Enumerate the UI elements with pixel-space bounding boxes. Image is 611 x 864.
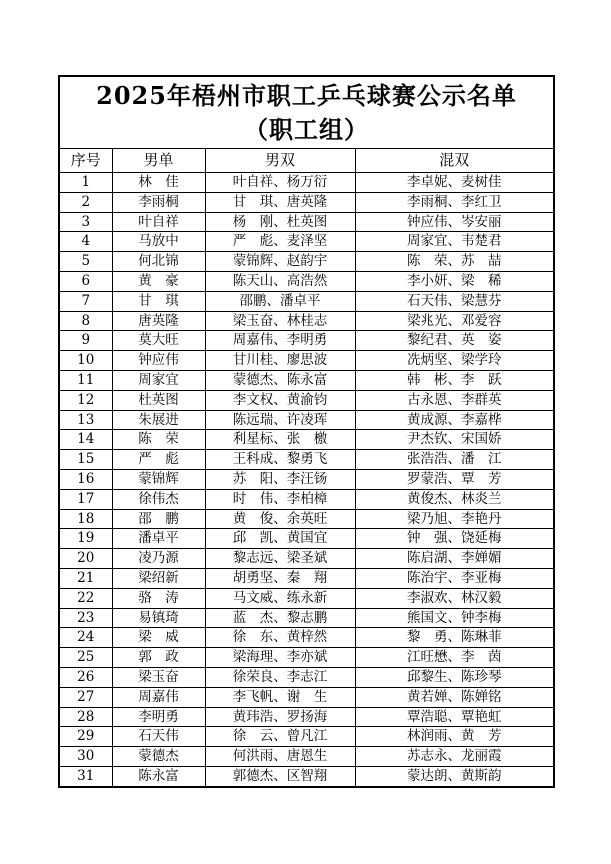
cell-mens-doubles: 梁玉奋、林桂志	[205, 311, 355, 331]
cell-mens-singles: 蒙德杰	[112, 747, 205, 767]
cell-mens-singles: 陈 荣	[112, 430, 205, 450]
cell-no: 27	[59, 687, 112, 707]
cell-mens-singles: 石天伟	[112, 727, 205, 747]
cell-mixed-doubles: 江旺懋、李 茵	[355, 648, 554, 668]
cell-no: 28	[59, 707, 112, 727]
table-row	[59, 469, 554, 489]
cell-mens-singles: 莫大旺	[112, 331, 205, 351]
cell-mixed-doubles: 冼炳坚、梁学玲	[355, 351, 554, 371]
cell-mens-doubles: 苏 阳、李汪钖	[205, 469, 355, 489]
cell-mens-doubles: 李文权、黄渝钧	[205, 390, 355, 410]
cell-mens-singles: 梁玉奋	[112, 667, 205, 687]
cell-mixed-doubles: 梁乃旭、李艳丹	[355, 509, 554, 529]
table-row	[59, 667, 554, 687]
cell-mixed-doubles: 黎纪君、英 姿	[355, 331, 554, 351]
cell-mens-doubles: 徐 东、黄梓然	[205, 628, 355, 648]
cell-mixed-doubles: 石天伟、梁慧芬	[355, 291, 554, 311]
cell-mens-singles: 蒙锦辉	[112, 469, 205, 489]
cell-mixed-doubles: 钟 强、饶延梅	[355, 529, 554, 549]
title-row	[59, 76, 554, 149]
cell-no: 12	[59, 390, 112, 410]
table-row	[59, 489, 554, 509]
cell-no: 10	[59, 351, 112, 371]
cell-mens-singles: 马放中	[112, 232, 205, 252]
cell-mixed-doubles: 黄若婵、陈婵铭	[355, 687, 554, 707]
cell-no: 20	[59, 549, 112, 569]
cell-mens-doubles: 胡勇坚、秦 翔	[205, 568, 355, 588]
cell-mixed-doubles: 韩 彬、李 跃	[355, 370, 554, 390]
cell-mixed-doubles: 李淑欢、林汉毅	[355, 588, 554, 608]
cell-mens-doubles: 时 伟、李柏樟	[205, 489, 355, 509]
table-row	[59, 747, 554, 767]
cell-mens-singles: 甘 琪	[112, 291, 205, 311]
cell-mixed-doubles: 李雨桐、李红卫	[355, 192, 554, 212]
cell-mixed-doubles: 尹杰钦、宋国娇	[355, 430, 554, 450]
cell-mens-doubles: 郭德杰、区智翔	[205, 766, 355, 786]
table-row	[59, 648, 554, 668]
cell-no: 19	[59, 529, 112, 549]
cell-mixed-doubles: 林润雨、黄 芳	[355, 727, 554, 747]
cell-no: 21	[59, 568, 112, 588]
cell-no: 3	[59, 212, 112, 232]
roster-table-container	[58, 75, 555, 788]
cell-no: 9	[59, 331, 112, 351]
col-header-mens-singles: 男单	[112, 149, 205, 173]
cell-mens-doubles: 利星标、张 檄	[205, 430, 355, 450]
cell-mens-doubles: 严 彪、麦泽坚	[205, 232, 355, 252]
cell-mens-doubles: 黄玮浩、罗扬海	[205, 707, 355, 727]
table-row	[59, 766, 554, 786]
cell-mens-singles: 潘卓平	[112, 529, 205, 549]
table-row	[59, 410, 554, 430]
cell-mens-doubles: 杨 刚、杜英图	[205, 212, 355, 232]
table-row	[59, 450, 554, 470]
cell-no: 22	[59, 588, 112, 608]
cell-no: 31	[59, 766, 112, 786]
table-row	[59, 687, 554, 707]
cell-mens-doubles: 陈天山、高浩然	[205, 271, 355, 291]
cell-mens-singles: 郭 政	[112, 648, 205, 668]
cell-mens-doubles: 徐荣良、李志江	[205, 667, 355, 687]
cell-no: 8	[59, 311, 112, 331]
cell-mens-doubles: 黄 俊、余英旺	[205, 509, 355, 529]
cell-mens-singles: 杜英图	[112, 390, 205, 410]
cell-mens-doubles: 邱 凯、黄国宜	[205, 529, 355, 549]
cell-no: 11	[59, 370, 112, 390]
cell-mixed-doubles: 蒙达朗、黄斯韵	[355, 766, 554, 786]
cell-no: 4	[59, 232, 112, 252]
cell-mens-doubles: 甘 琪、唐英隆	[205, 192, 355, 212]
cell-mixed-doubles: 覃浩聪、覃艳虹	[355, 707, 554, 727]
cell-mixed-doubles: 周家宜、韦楚君	[355, 232, 554, 252]
cell-mens-singles: 李雨桐	[112, 192, 205, 212]
roster-table	[58, 75, 555, 788]
cell-mens-singles: 梁 威	[112, 628, 205, 648]
cell-mens-doubles: 马文威、练永新	[205, 588, 355, 608]
cell-mens-singles: 朱展进	[112, 410, 205, 430]
col-header-no: 序号	[59, 149, 112, 173]
table-row	[59, 707, 554, 727]
cell-no: 2	[59, 192, 112, 212]
page-title-line1: 2025年梧州市职工乒乓球赛公示名单	[96, 80, 517, 110]
cell-mixed-doubles: 黄俊杰、林炎兰	[355, 489, 554, 509]
cell-mens-doubles: 蒙德杰、陈永富	[205, 370, 355, 390]
cell-no: 25	[59, 648, 112, 668]
cell-mens-doubles: 王科成、黎勇飞	[205, 450, 355, 470]
cell-mens-doubles: 黎志远、梁圣斌	[205, 549, 355, 569]
cell-mens-singles: 叶自祥	[112, 212, 205, 232]
cell-no: 24	[59, 628, 112, 648]
table-row	[59, 390, 554, 410]
table-row	[59, 212, 554, 232]
cell-mens-singles: 骆 涛	[112, 588, 205, 608]
cell-mens-singles: 梁绍新	[112, 568, 205, 588]
table-body	[59, 173, 554, 787]
cell-mens-doubles: 徐 云、曾凡江	[205, 727, 355, 747]
table-row	[59, 727, 554, 747]
table-row	[59, 568, 554, 588]
cell-mixed-doubles: 陈治宇、李亚梅	[355, 568, 554, 588]
cell-mens-singles: 严 彪	[112, 450, 205, 470]
cell-mixed-doubles: 陈 荣、苏 喆	[355, 252, 554, 272]
table-row	[59, 430, 554, 450]
table-row	[59, 549, 554, 569]
cell-mens-doubles: 周嘉伟、李明勇	[205, 331, 355, 351]
cell-no: 18	[59, 509, 112, 529]
cell-mixed-doubles: 古永恩、李群英	[355, 390, 554, 410]
cell-no: 7	[59, 291, 112, 311]
cell-mixed-doubles: 邱黎生、陈珍琴	[355, 667, 554, 687]
page-title-line2: （职工组）	[244, 114, 370, 144]
cell-no: 26	[59, 667, 112, 687]
cell-no: 16	[59, 469, 112, 489]
cell-no: 15	[59, 450, 112, 470]
header-row	[59, 149, 554, 173]
table-row	[59, 608, 554, 628]
cell-mens-singles: 凌乃源	[112, 549, 205, 569]
cell-mens-doubles: 何洪雨、唐恩生	[205, 747, 355, 767]
col-header-mens-doubles: 男双	[205, 149, 355, 173]
table-row	[59, 311, 554, 331]
cell-mixed-doubles: 张浩浩、潘 江	[355, 450, 554, 470]
table-row	[59, 192, 554, 212]
page-title	[59, 76, 554, 149]
cell-mens-singles: 李明勇	[112, 707, 205, 727]
cell-mixed-doubles: 钟应伟、岑安丽	[355, 212, 554, 232]
cell-mens-doubles: 邵鹏、潘卓平	[205, 291, 355, 311]
cell-mixed-doubles: 黄成源、李嘉桦	[355, 410, 554, 430]
cell-mens-singles: 唐英隆	[112, 311, 205, 331]
table-row	[59, 331, 554, 351]
cell-mixed-doubles: 李小妍、梁 稀	[355, 271, 554, 291]
table-row	[59, 351, 554, 371]
cell-mixed-doubles: 梁兆光、邓爱容	[355, 311, 554, 331]
cell-mens-singles: 周嘉伟	[112, 687, 205, 707]
cell-mens-doubles: 叶自祥、杨万衍	[205, 173, 355, 193]
cell-mens-singles: 邵 鹏	[112, 509, 205, 529]
cell-mens-doubles: 蓝 杰、黎志鹏	[205, 608, 355, 628]
cell-no: 29	[59, 727, 112, 747]
table-row	[59, 529, 554, 549]
cell-mens-doubles: 蒙锦辉、赵韵宇	[205, 252, 355, 272]
cell-mens-singles: 何北锦	[112, 252, 205, 272]
cell-mens-singles: 陈永富	[112, 766, 205, 786]
cell-mens-doubles: 梁海理、李亦斌	[205, 648, 355, 668]
table-row	[59, 173, 554, 193]
cell-mixed-doubles: 陈启湖、李婵媚	[355, 549, 554, 569]
table-row	[59, 370, 554, 390]
table-row	[59, 232, 554, 252]
cell-mens-singles: 徐伟杰	[112, 489, 205, 509]
table-row	[59, 628, 554, 648]
col-header-mixed-doubles: 混双	[355, 149, 554, 173]
cell-mens-doubles: 李飞帆、谢 生	[205, 687, 355, 707]
cell-mens-singles: 易镇琦	[112, 608, 205, 628]
table-row	[59, 588, 554, 608]
cell-no: 30	[59, 747, 112, 767]
cell-no: 1	[59, 173, 112, 193]
cell-mens-doubles: 陈远瑞、许凌珲	[205, 410, 355, 430]
cell-no: 5	[59, 252, 112, 272]
cell-mens-singles: 林 佳	[112, 173, 205, 193]
cell-mens-singles: 黄 豪	[112, 271, 205, 291]
cell-mens-singles: 周家宜	[112, 370, 205, 390]
table-row	[59, 509, 554, 529]
cell-mixed-doubles: 熊国文、钟李梅	[355, 608, 554, 628]
cell-mixed-doubles: 黎 勇、陈琳菲	[355, 628, 554, 648]
cell-mixed-doubles: 苏志永、龙丽霞	[355, 747, 554, 767]
table-row	[59, 291, 554, 311]
cell-mens-doubles: 甘川桂、廖思波	[205, 351, 355, 371]
table-row	[59, 252, 554, 272]
cell-mixed-doubles: 罗蒙浩、覃 芳	[355, 469, 554, 489]
cell-no: 23	[59, 608, 112, 628]
cell-mixed-doubles: 李卓妮、麦树佳	[355, 173, 554, 193]
cell-no: 14	[59, 430, 112, 450]
cell-mens-singles: 钟应伟	[112, 351, 205, 371]
cell-no: 13	[59, 410, 112, 430]
table-row	[59, 271, 554, 291]
cell-no: 6	[59, 271, 112, 291]
cell-no: 17	[59, 489, 112, 509]
